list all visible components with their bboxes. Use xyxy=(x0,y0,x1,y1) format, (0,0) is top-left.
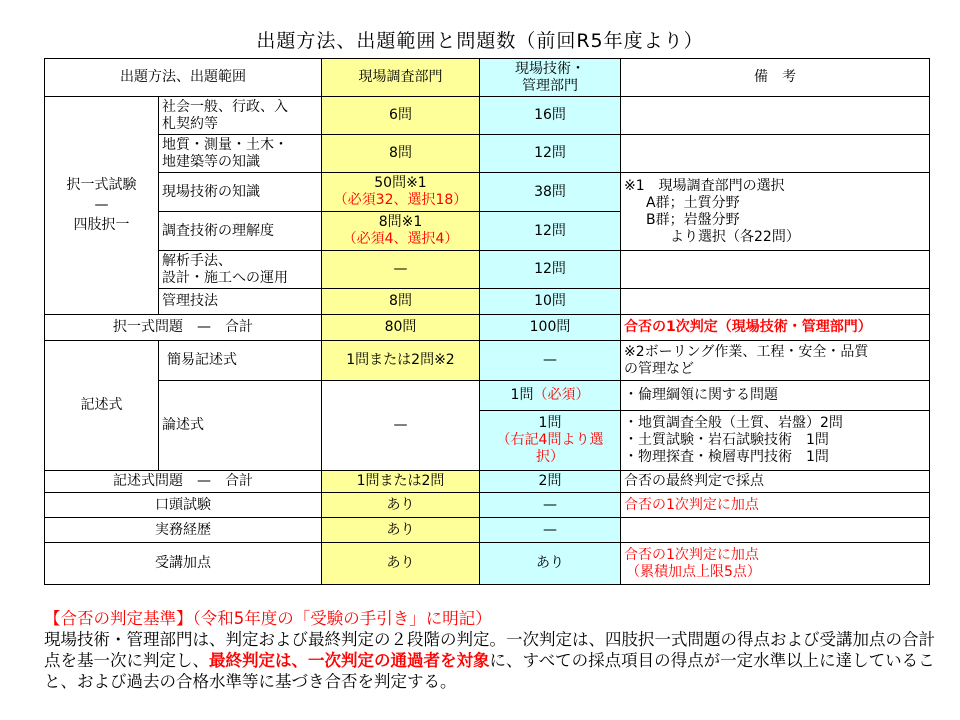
row-survey-sub: （必須4、選択4） xyxy=(342,231,459,247)
choice-total-remark: 合否の1次判定（現場技術・管理部門） xyxy=(621,315,930,341)
table-row xyxy=(45,97,930,135)
written-essay-tech2 xyxy=(480,411,621,471)
written-total-row xyxy=(45,471,930,493)
header-remarks: 備 考 xyxy=(621,59,930,97)
course-tech: あり xyxy=(480,543,621,585)
written-total-survey: 1問または2問 xyxy=(322,471,480,493)
criteria-text-c: に、すべての採点項目の得点が一定水準以上に達していること、および過去の合格水準等に基づき合否を判定する。 xyxy=(44,651,935,691)
note1 xyxy=(621,173,930,251)
row-item-line2: 地建築等の知識 xyxy=(162,153,260,170)
row-survey: 8問 xyxy=(322,135,480,173)
oral-survey: あり xyxy=(322,493,480,518)
table-row xyxy=(45,289,930,315)
row-tech: 12問 xyxy=(480,135,621,173)
header-survey: 現場調査部門 xyxy=(322,59,480,97)
written-simple-remark-line2: の管理など xyxy=(624,360,694,377)
table-row xyxy=(45,251,930,289)
criteria-heading: 【合否の判定基準】（令和5年度の「受験の手引き」に明記） xyxy=(44,609,492,628)
row-tech: 12問 xyxy=(480,251,621,289)
written-essay-tech1-count: 1問 xyxy=(510,387,534,403)
oral-remark: 合否の1次判定に加点 xyxy=(621,493,930,518)
row-remark xyxy=(621,97,930,135)
header-tech xyxy=(480,59,621,97)
experience-label: 実務経歴 xyxy=(45,518,322,543)
course-remark-line2: （累積加点上限5点） xyxy=(626,563,761,580)
choice-total-label: 択一式問題 — 合計 xyxy=(45,315,322,341)
written-essay-tech1-note: （必須） xyxy=(533,387,590,403)
written-essay-remark1: ・倫理綱領に関する問題 xyxy=(621,381,930,411)
written-total-tech: 2問 xyxy=(480,471,621,493)
experience-tech: — xyxy=(480,518,621,543)
choice-total-survey: 80問 xyxy=(322,315,480,341)
row-survey xyxy=(322,212,480,251)
note1-line4: より選択（各22問） xyxy=(670,229,800,245)
course-remark xyxy=(621,543,930,585)
course-label: 受講加点 xyxy=(45,543,322,585)
criteria-text-b: 最終判定は、一次判定の通過者を対象 xyxy=(209,651,490,670)
experience-remark xyxy=(621,518,930,543)
written-essay-tech2-count: 1問 xyxy=(538,415,562,431)
row-item: 管理技法 xyxy=(159,289,322,315)
written-simple-remark xyxy=(621,341,930,381)
row-item-line1: 地質・測量・土木・ xyxy=(162,136,288,153)
written-simple-row xyxy=(45,341,930,381)
header-method: 出題方法、出題範囲 xyxy=(45,59,322,97)
row-item xyxy=(159,251,322,289)
row-item: 現場技術の知識 xyxy=(159,173,322,212)
written-essay-remark2-line1: ・地質調査全般（土質、岩盤）2問 xyxy=(624,415,843,431)
written-essay-survey: — xyxy=(322,381,480,471)
note1-line1: ※1 現場調査部門の選択 xyxy=(624,178,785,194)
group-choice-line1: 択一式試験 xyxy=(66,177,137,193)
row-item xyxy=(159,97,322,135)
written-essay-tech2-note1: （右記4問より選 xyxy=(496,432,604,448)
written-total-remark: 合否の最終判定で採点 xyxy=(621,471,930,493)
row-survey-count: 8問※1 xyxy=(378,214,423,230)
row-survey xyxy=(322,173,480,212)
written-essay-tech1 xyxy=(480,381,621,411)
criteria-section xyxy=(44,608,944,692)
written-essay-tech2-note2: 択） xyxy=(536,449,564,465)
table-row xyxy=(45,173,930,212)
header-tech-line2: 管理部門 xyxy=(522,77,578,94)
row-item-line2: 設計・施工への運用 xyxy=(162,269,288,286)
row-tech: 10問 xyxy=(480,289,621,315)
note1-line2: A群；土質分野 xyxy=(646,195,740,211)
row-survey: — xyxy=(322,251,480,289)
written-essay-remark2-line3: ・物理探査・検層専門技術 1問 xyxy=(624,449,829,465)
row-remark xyxy=(621,135,930,173)
table-row xyxy=(45,135,930,173)
oral-row xyxy=(45,493,930,518)
exam-table xyxy=(44,58,930,585)
criteria-text-a: 現場技術・管理部門は、判定および最終判定の２段階の判定。一次判定は、四肢択一式問題の得点および受講加点の合計点を基一次に判定し、 xyxy=(44,630,935,670)
page-title: 出題方法、出題範囲と問題数（前回R5年度より） xyxy=(256,30,704,52)
row-item-line1: 社会一般、行政、入 xyxy=(162,98,288,115)
criteria-body xyxy=(44,629,944,692)
row-survey: 6問 xyxy=(322,97,480,135)
choice-total-row xyxy=(45,315,930,341)
written-simple-label: 簡易記述式 xyxy=(159,341,322,381)
row-item-line2: 札契約等 xyxy=(162,115,218,132)
row-survey-count: 50問※1 xyxy=(374,175,427,191)
row-tech: 38問 xyxy=(480,173,621,212)
group-choice-line3: 四肢択一 xyxy=(73,217,130,233)
course-survey: あり xyxy=(322,543,480,585)
row-remark xyxy=(621,289,930,315)
table-header-row xyxy=(45,59,930,97)
header-tech-line1: 現場技術・ xyxy=(515,60,585,77)
course-row xyxy=(45,543,930,585)
oral-label: 口頭試験 xyxy=(45,493,322,518)
written-essay-remark2 xyxy=(621,411,930,471)
course-remark-line1: 合否の1次判定に加点 xyxy=(624,546,759,563)
row-remark xyxy=(621,251,930,289)
row-tech: 12問 xyxy=(480,212,621,251)
group-choice xyxy=(45,97,159,315)
row-survey: 8問 xyxy=(322,289,480,315)
row-item xyxy=(159,135,322,173)
group-choice-line2: — xyxy=(94,197,109,213)
row-survey-sub: （必須32、選択18） xyxy=(333,192,468,208)
row-tech: 16問 xyxy=(480,97,621,135)
experience-survey: あり xyxy=(322,518,480,543)
written-simple-tech: — xyxy=(480,341,621,381)
written-simple-remark-line1: ※2ボーリング作業、工程・安全・品質 xyxy=(624,343,869,360)
written-total-label: 記述式問題 — 合計 xyxy=(45,471,322,493)
row-item: 調査技術の理解度 xyxy=(159,212,322,251)
oral-tech: — xyxy=(480,493,621,518)
written-essay-remark2-line2: ・土質試験・岩石試験技術 1問 xyxy=(624,432,829,448)
note1-line3: B群；岩盤分野 xyxy=(646,212,740,228)
choice-total-tech: 100問 xyxy=(480,315,621,341)
written-essay-row xyxy=(45,381,930,411)
written-simple-survey: 1問または2問※2 xyxy=(322,341,480,381)
group-written: 記述式 xyxy=(45,341,159,471)
row-item-line1: 解析手法、 xyxy=(162,252,232,269)
experience-row xyxy=(45,518,930,543)
written-essay-label: 論述式 xyxy=(159,381,322,471)
